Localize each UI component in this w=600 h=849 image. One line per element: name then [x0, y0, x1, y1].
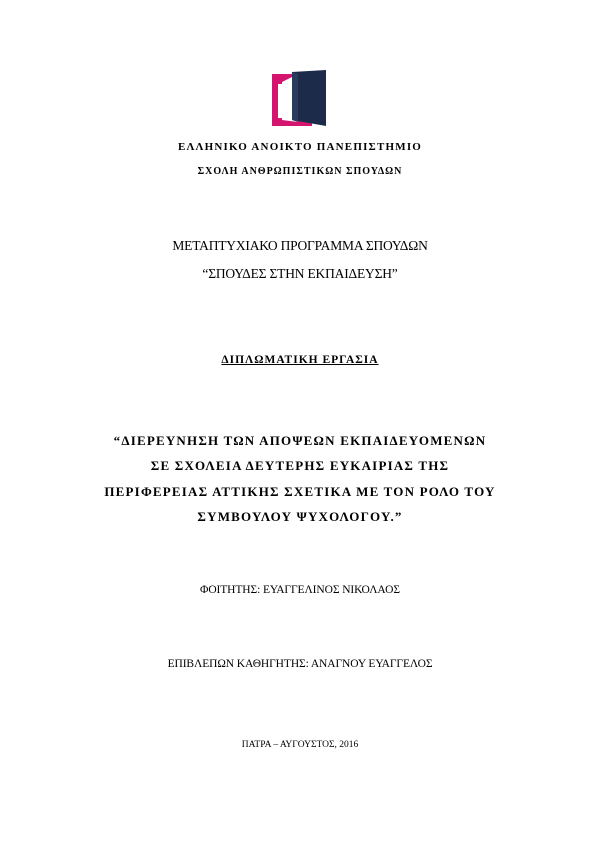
university-name: ΕΛΛΗΝΙΚΟ ΑΝΟΙΚΤΟ ΠΑΝΕΠΙΣΤΗΜΙΟ: [177, 141, 423, 153]
thesis-title-line-4: ΣΥΜΒΟΥΛΟΥ ΨΥΧΟΛΟΓΟΥ.”: [197, 509, 403, 524]
thesis-title-line-3: ΠΕΡΙΦΕΡΕΙΑΣ ΑΤΤΙΚΗΣ ΣΧΕΤΙΚΑ ΜΕ ΤΟΝ ΡΟΛΟ ΤΟΥ: [104, 484, 496, 499]
supervisor-name: ΕΠΙΒΛΕΠΩΝ ΚΑΘΗΓΗΤΗΣ: ΑΝΑΓΝΟΥ ΕΥΑΓΓΕΛΟΣ: [167, 658, 433, 670]
thesis-title-line-2: ΣΕ ΣΧΟΛΕΙΑ ΔΕΥΤΕΡΗΣ ΕΥΚΑΙΡΙΑΣ ΤΗΣ: [150, 458, 450, 473]
thesis-title-line-1: “ΔΙΕΡΕΥΝΗΣΗ ΤΩΝ ΑΠΟΨΕΩΝ ΕΚΠΑΙΔΕΥΟΜΕΝΩΝ: [113, 433, 487, 448]
program-name: “ΣΠΟΥΔΕΣ ΣΤΗΝ ΕΚΠΑΙΔΕΥΣΗ”: [202, 266, 398, 281]
thesis-label: ΔΙΠΛΩΜΑΤΙΚΗ ΕΡΓΑΣΙΑ: [221, 354, 379, 366]
program-type: ΜΕΤΑΠΤΥΧΙΑΚΟ ΠΡΟΓΡΑΜΜΑ ΣΠΟΥΔΩΝ: [172, 238, 428, 253]
school-name: ΣΧΟΛΗ ΑΝΘΡΩΠΙΣΤΙΚΩΝ ΣΠΟΥΔΩΝ: [197, 166, 403, 177]
student-name: ΦΟΙΤΗΤΗΣ: ΕΥΑΓΓΕΛΙΝΟΣ ΝΙΚΟΛΑΟΣ: [200, 584, 400, 596]
place-date: ΠΑΤΡΑ – ΑΥΓΟΥΣΤΟΣ, 2016: [241, 740, 359, 750]
university-logo: [272, 70, 328, 128]
